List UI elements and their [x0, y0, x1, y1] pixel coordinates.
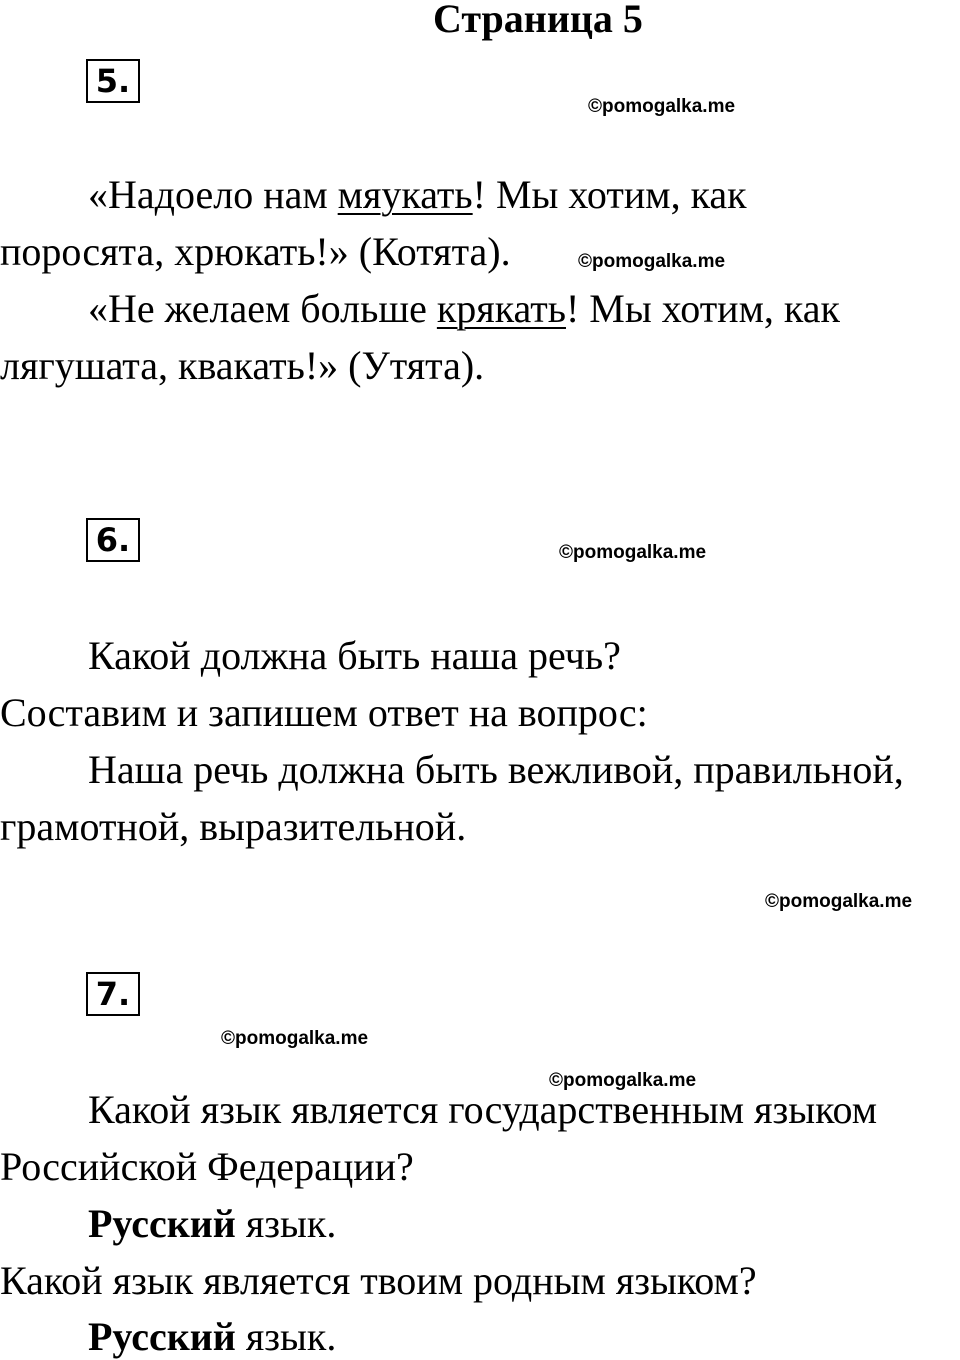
task-5-quote-2-line-2: лягушата, квакать!» (Утята).: [0, 343, 485, 388]
task-7-question-1-line-1: Какой язык является государственным языком: [88, 1087, 878, 1132]
task-7-number: 7.: [86, 972, 140, 1016]
watermark: ©pomogalka.me: [549, 1070, 697, 1091]
task-5-quote-1-line-1: [88, 172, 747, 218]
watermark: ©pomogalka.me: [221, 1028, 369, 1049]
task-6-answer-line-2: грамотной, выразительной.: [0, 804, 467, 849]
task-6-instruction: Составим и запишем ответ на вопрос:: [0, 690, 648, 735]
answer-2-rest: язык.: [235, 1314, 337, 1359]
task-7-question-2: Какой язык является твоим родным языком?: [0, 1258, 757, 1303]
watermark: ©pomogalka.me: [578, 251, 726, 272]
quote-2-open: «Не желаем больше: [88, 286, 437, 331]
task-7-question-1-line-2: Российской Федерации?: [0, 1144, 414, 1189]
task-6-answer-line-1: Наша речь должна быть вежливой, правильной,: [88, 747, 904, 792]
task-6-question: Какой должна быть наша речь?: [88, 633, 621, 678]
task-5-quote-1-line-2: поросята, хрюкать!» (Котята).: [0, 229, 511, 274]
task-7-answer-1: [88, 1201, 336, 1247]
quote-2-rest: ! Мы хотим, как: [565, 286, 840, 331]
quote-1-rest: ! Мы хотим, как: [472, 172, 747, 217]
underlined-word-myaukat: мяукать: [337, 172, 473, 217]
answer-2-bold-word: Русский: [88, 1314, 236, 1359]
underlined-word-kryakat: крякать: [436, 286, 566, 331]
answer-1-bold-word: Русский: [88, 1201, 236, 1246]
page-title: Страница 5: [433, 0, 643, 41]
task-7-answer-2: [88, 1314, 336, 1360]
task-5-quote-2-line-1: [88, 286, 840, 332]
task-6-number: 6.: [86, 518, 140, 562]
watermark: ©pomogalka.me: [588, 96, 736, 117]
task-5-number: 5.: [86, 59, 140, 103]
watermark: ©pomogalka.me: [765, 891, 913, 912]
answer-1-rest: язык.: [235, 1201, 337, 1246]
watermark: ©pomogalka.me: [559, 542, 707, 563]
quote-1-open: «Надоело нам: [88, 172, 338, 217]
